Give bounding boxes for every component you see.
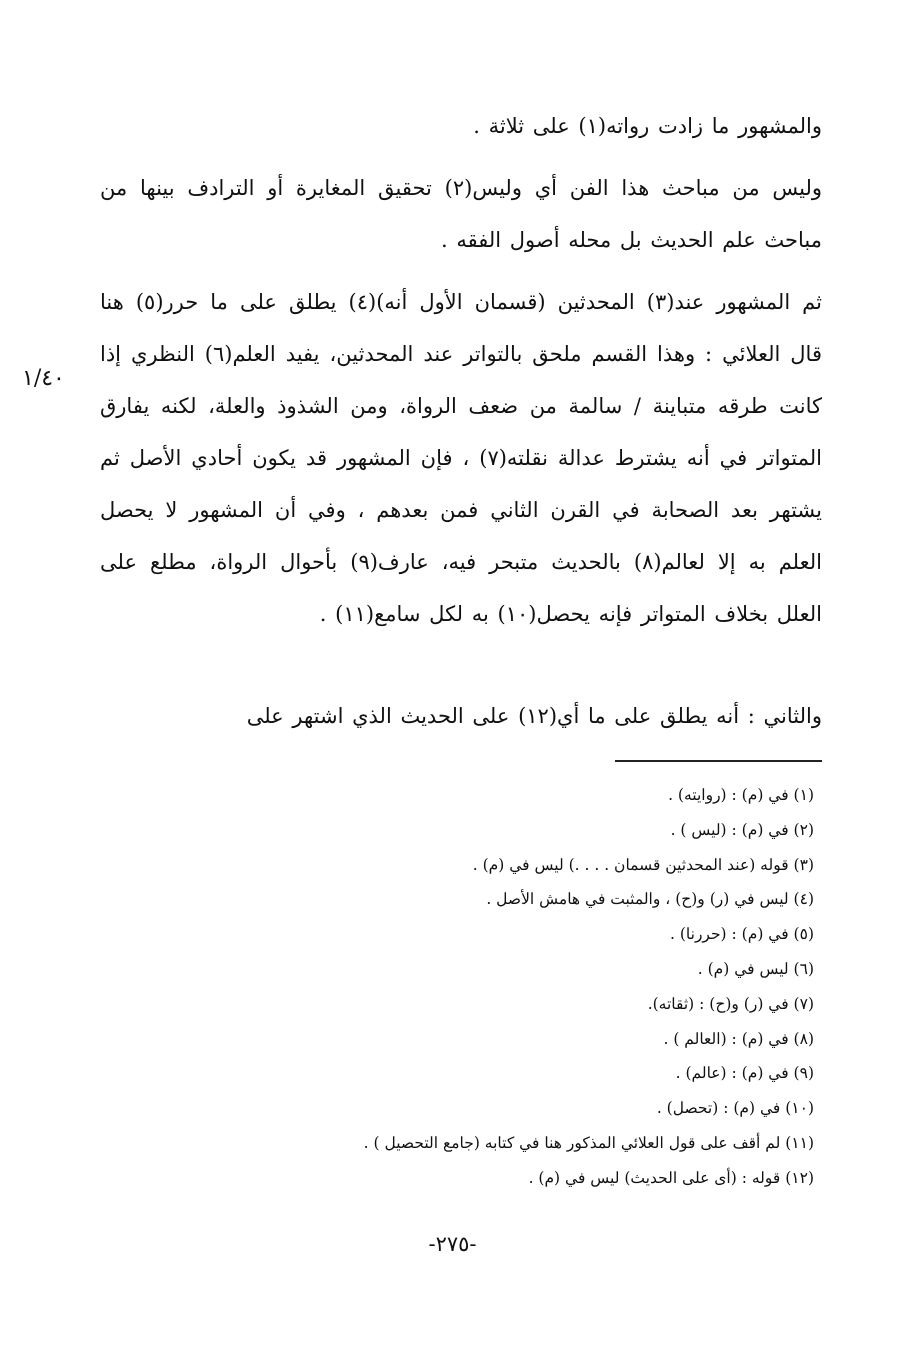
footnote-separator: [615, 760, 822, 762]
footnote-item: (٦) ليس في (م) .: [697, 959, 814, 978]
footnote-item: (٨) في (م) : (العالم ) .: [663, 1029, 814, 1048]
footnote-item: (٥) في (م) : (حررنا) .: [670, 925, 814, 944]
margin-folio-note: ١/٤٠: [22, 366, 65, 391]
paragraph-not-from-this-science: وليس من مباحث هذا الفن أي وليس(٢) تحقيق المغايرة أو الترادف بينها من مباحث علم الحديث بل محله أصول الفقه .: [100, 176, 822, 252]
footnotes-list: [240, 778, 814, 1196]
paragraph-mashhur-definition: والمشهور ما زادت رواته(١) على ثلاثة .: [473, 114, 822, 138]
footnote-item: (٧) في (ر) و(ح) : (ثقاته).: [647, 994, 814, 1013]
footnote-item: (١) في (م) : (روايته) .: [668, 786, 814, 804]
paragraph-mashhur-two-types: ثم المشهور عند(٣) المحدثين (قسمان الأول أنه)(٤) يطلق على ما حرر(٥) هنا قال العلائي : وهذا القسم ملحق بالتواتر عند المحدثين، يفيد العلم(٦) النظري إذا كانت طرقه متباينة / سالمة من ضعف الرواة، ومن الشذوذ والعلة، لكنه يفارق المتواتر في أنه يشترط عدالة نقلته(٧) ، فإن المشهور قد يكون أحادي الأصل ثم يشتهر بعد الصحابة في القرن الثاني فمن بعدهم ، وفي أن المشهور لا يحصل العلم به إلا لعالم(٨) بالحديث متبحر فيه، عارف(٩) بأحوال الرواة، مطلع على العلل بخلاف المتواتر فإنه يحصل(١٠) به لكل سامع(١١) .: [100, 290, 823, 626]
page-number: -٢٧٥-: [428, 1232, 477, 1256]
footnote-item: (١٠) في (م) : (تحصل) .: [656, 1099, 814, 1118]
footnote-item: (٩) في (م) : (عالم) .: [675, 1064, 814, 1083]
footnote-item: (٢) في (م) : (ليس ) .: [670, 820, 814, 839]
footnote-item: (١٢) قوله : (أى على الحديث) ليس في (م) .: [528, 1168, 814, 1187]
paragraph-second-type: والثاني : أنه يطلق على ما أي(١٢) على الحديث الذي اشتهر على: [246, 704, 822, 728]
footnote-item: (٣) قوله (عند المحدثين قسمان . . . .) ليس في (م) .: [472, 855, 814, 874]
footnote-item: (٤) ليس في (ر) و(ح) ، والمثبت في هامش الأصل .: [486, 890, 814, 909]
footnote-item: (١١) لم أقف على قول العلائي المذكور هنا في كتابه (جامع التحصيل ) .: [363, 1133, 814, 1152]
